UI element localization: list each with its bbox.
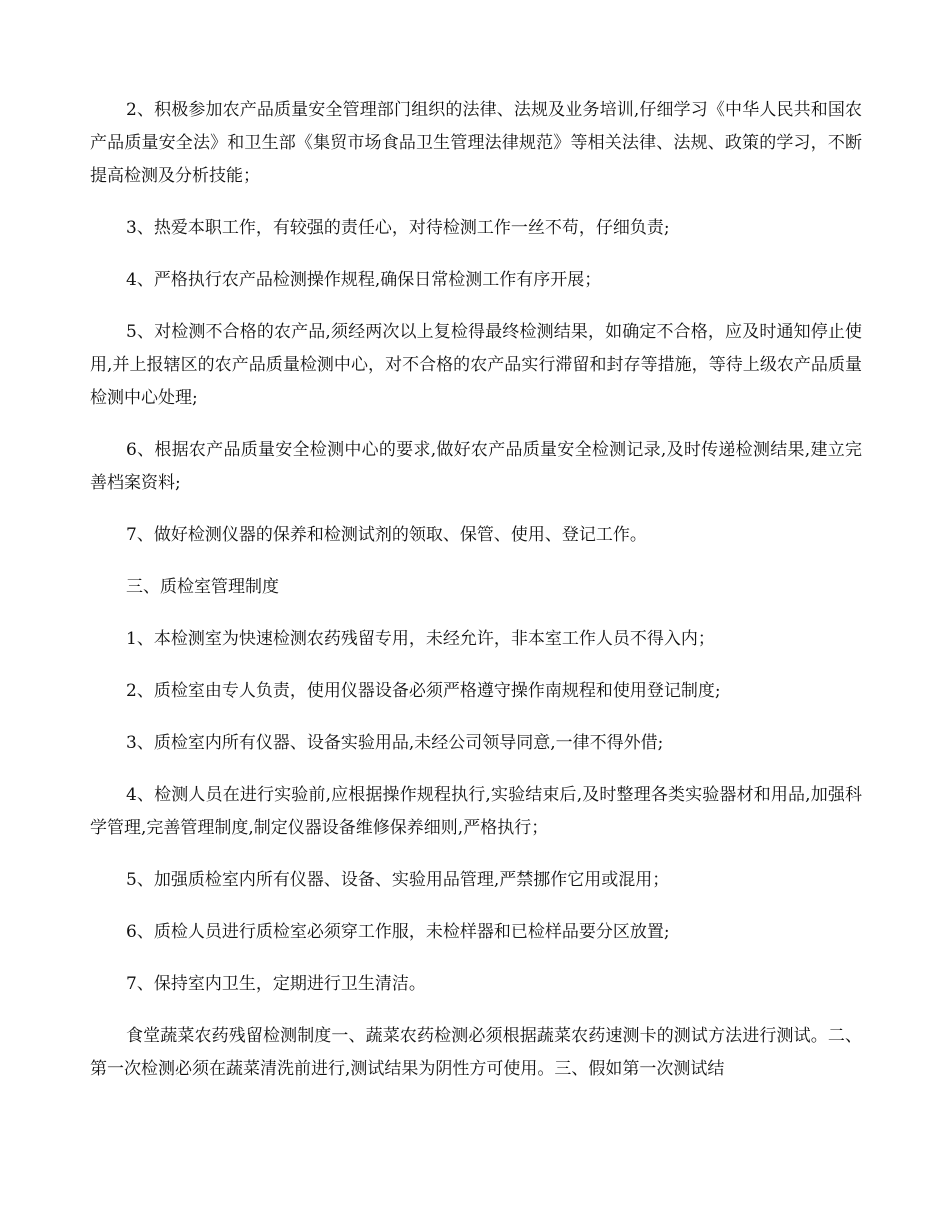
paragraph-item-4-procedures: 4、严格执行农产品检测操作规程,确保日常检测工作有序开展； bbox=[126, 270, 602, 290]
section-heading-lab-rules: 三、质检室管理制度 bbox=[126, 577, 279, 597]
paragraph-rule-7-hygiene: 7、保持室内卫生，定期进行卫生清洁。 bbox=[126, 974, 426, 994]
paragraph-item-6-records: 6、根据农产品质量安全检测中心的要求,做好农产品质量安全检测记录,及时传递检测结果,建立完善档案资料; bbox=[90, 440, 862, 493]
paragraph-canteen-pesticide-testing: 食堂蔬菜农药残留检测制度一、蔬菜农药检测必须根据蔬菜农药速测卡的测试方法进行测试。二、第一次检测必须在蔬菜清洗前进行,测试结果为阴性方可使用。三、假如第一次测试结 bbox=[90, 1026, 862, 1079]
paragraph-item-5-nonconforming: 5、对检测不合格的农产品,须经两次以上复检得最终检测结果，如确定不合格，应及时通知停止使用,并上报辖区的农产品质量检测中心，对不合格的农产品实行滞留和封存等措施，等待上级农产品质量检测中心处理; bbox=[90, 322, 862, 408]
paragraph-item-7-instruments: 7、做好检测仪器的保养和检测试剂的领取、保管、使用、登记工作。 bbox=[126, 525, 647, 545]
paragraph-item-2-training: 2、积极参加农产品质量安全管理部门组织的法律、法规及业务培训,仔细学习《中华人民共和国农产品质量安全法》和卫生部《集贸市场食品卫生管理法律规范》等相关法律、法规、政策的学习，不断提高检测及分析技能； bbox=[90, 100, 862, 186]
paragraph-rule-5-equipment: 5、加强质检室内所有仪器、设备、实验用品管理,严禁挪作它用或混用； bbox=[126, 870, 670, 890]
paragraph-rule-1-access: 1、本检测室为快速检测农药残留专用，未经允许，非本室工作人员不得入内； bbox=[126, 629, 715, 649]
paragraph-item-3-responsibility: 3、热爱本职工作，有较强的责任心，对待检测工作一丝不苟，仔细负责; bbox=[126, 218, 670, 238]
paragraph-rule-6-uniform: 6、质检人员进行质检室必须穿工作服，未检样器和已检样品要分区放置; bbox=[126, 922, 670, 942]
paragraph-rule-3-lending: 3、质检室内所有仪器、设备实验用品,未经公司领导同意,一律不得外借; bbox=[126, 733, 664, 753]
paragraph-rule-4-experiments: 4、检测人员在进行实验前,应根据操作规程执行,实验结束后,及时整理各类实验器材和用品,加强科学管理,完善管理制度,制定仪器设备维修保养细则,严格执行； bbox=[90, 785, 862, 838]
paragraph-rule-2-supervision: 2、质检室由专人负责，使用仪器设备必须严格遵守操作南规程和使用登记制度; bbox=[126, 681, 721, 701]
